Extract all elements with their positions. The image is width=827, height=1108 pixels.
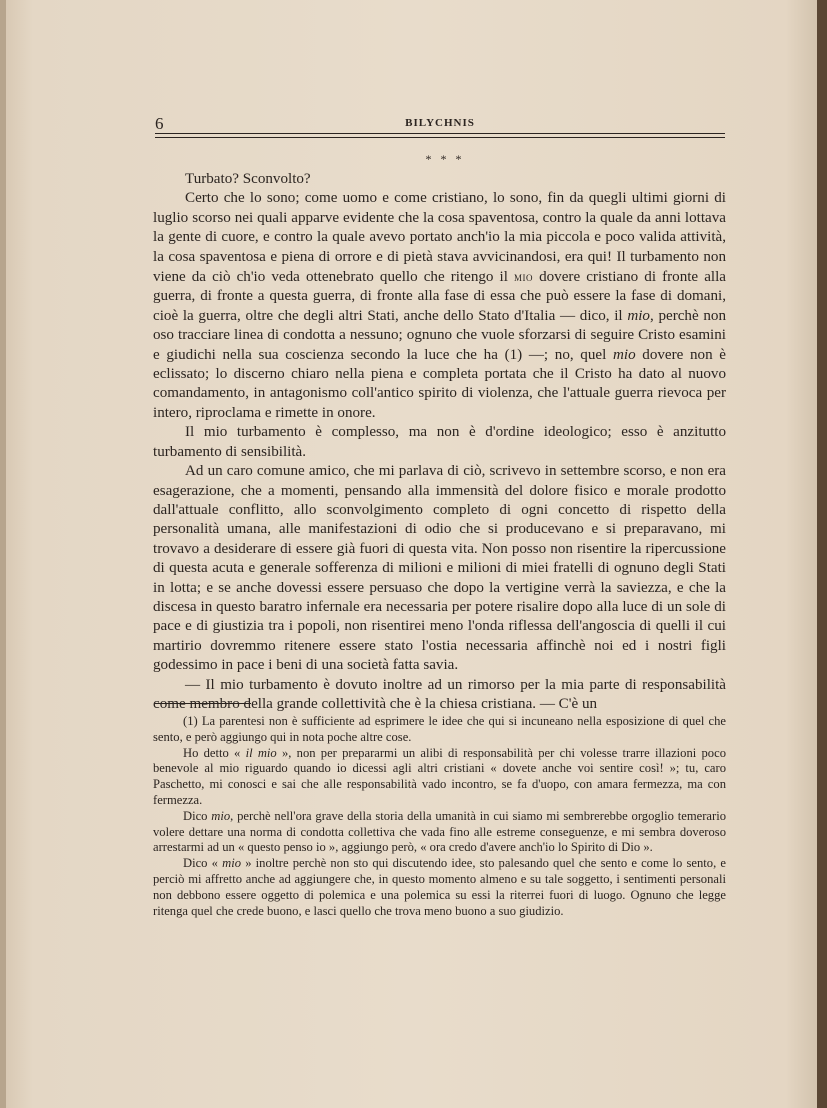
main-text (153, 170, 726, 714)
footnote-3-part-b: , perchè nell'ora grave della storia della umanità in cui siamo mi sembrerebbe orgoglio temerario volere dettare una norma di condotta collettiva che vada fino alle estreme conseguenze, e mi sembra doveroso arrestarmi ad un « questo penso io », aggiungo però, « ora credo d'avere anch'io lo Spirito di Dio ». (153, 808, 726, 855)
header-rule-thin (155, 137, 725, 138)
footnote-2-part-a: Ho detto « (183, 745, 246, 760)
page-right-edge (817, 0, 827, 1108)
page-number: 6 (155, 114, 164, 133)
paragraph-3: Il mio turbamento è complesso, ma non è d'ordine ideologico; esso è anzitutto turbamento di sensibilità. (153, 424, 726, 460)
footnote-rule (155, 703, 251, 704)
paragraph-1: Turbato? Sconvolto? (185, 171, 311, 187)
footnote-3-part-a: Dico (183, 808, 212, 823)
paragraph-4: Ad un caro comune amico, che mi parlava di ciò, scrivevo in settembre scorso, e non era esagerazione, che a momenti, pensando alla immensità del dolore fisico e morale prodotto dall'attuale conflitto, allo sconvolgimento completo di ogni concetto di rispetto della personalità umana, alle manifestazioni di odio che si producevano e si preparavano, mi trovavo a desiderare di essere già fuori di questa vita. Non posso non risentire la ripercussione di questa acuta e generale sofferenza di milioni e milioni di miei fratelli di ognuno degli Stati in lotta; e se anche dovessi essere persuaso che dopo la vertigine verrà la saviezza, e che la discesa in questo baratro infernale era necessaria per potere risalire dopo alla luce di un sole di pace e di giustizia tra i popoli, non risentirei meno l'onda riflessa dell'angoscia di quelli il cui martirio dovremmo ritenere essere stato l'ostia necessaria affinchè noi ed i nostri figli godessimo in pace i beni di una società fatta savia. (153, 463, 726, 674)
running-title: BILYCHNIS (405, 117, 475, 129)
page-left-edge (0, 0, 6, 1108)
footnote-4-part-a: Dico « (183, 856, 223, 871)
italic-phrase: il mio (245, 745, 277, 760)
paragraph-2-part-a: Certo che lo sono; come uomo e come cristiano, lo sono, fin da quegli ultimi giorni di luglio scorso nei quali apparve evidente che la cosa spaventosa, contro la quale da anni lottava la gente di cuore, e contro la quale avevo portato anch'io la mia piccola e poco valida attività, la cosa spaventosa e piena di orrore e di pietà stava avvicinandosi, era qui! Il turbamento non viene da ciò ch'io veda ottenebrato quello che ritengo il (153, 190, 726, 286)
italic-word: mio (222, 856, 242, 871)
paragraph-2 (153, 189, 726, 423)
paragraph-2-part-b: dovere cristiano di fronte alla guerra, di fronte a questa guerra, di fronte alla fase di essa che può essere la fase di domani, cioè la guerra, oltre che degli altri Stati, anche dello Stato d'Italia — dico, il (153, 269, 726, 324)
footnote-2-part-b: », non per prepararmi un alibi di responsabilità per chi volesse trarre illazioni poco benevole al mio riguardo quando io dicessi agli altri cristiani « dovete anche voi sentire così! »; tu, caro Paschetto, mi conosci e sai che alle responsabilità vado incontro, se fa d'uopo, con amara fermezza, ma con fermezza. (153, 745, 726, 807)
small-caps-word: mio (514, 269, 534, 285)
section-break: * * * (425, 152, 465, 166)
italic-word: mio (627, 307, 650, 324)
paragraph-2-part-d: dovere non è eclissato; lo discerno chiaro nella piena e completa portata che il Cristo ha dato al nuovo comandamento, in antagonismo coll'antico spirito di violenza, che l'attuale guerra rievoca per intero, riproclama e rimette in onore. (153, 346, 726, 421)
footnote-4-part-b: » inoltre perchè non sto qui discutendo idee, sto palesando quel che sento e come lo sento, e perciò mi affretto anche ad aggiungere che, in questo momento almeno e su tale soggetto, i sentimenti personali non debbono essere oggetto di polemica e una polemica su essi la riterrei fuori di luogo. Ognuno che legge ritenga quel che crede buono, e lasci quello che trova meno buono a suo giudizio. (153, 856, 726, 918)
paragraph-5: — Il mio turbamento è dovuto inoltre ad un rimorso per la mia parte di responsabilità come membro della grande collettività che è la chiesa cristiana. — C'è un (153, 676, 726, 712)
italic-word: mio (612, 346, 636, 363)
footnote-1: (1) La parentesi non è sufficiente ad esprimere le idee che qui si incuneano nella esposizione di quel che sento, e però aggiungo qui in nota poche altre cose. (153, 714, 726, 744)
footnote-2 (153, 746, 726, 809)
footnote-4 (153, 856, 726, 919)
footnotes (153, 714, 726, 919)
header-rule (155, 133, 725, 134)
paragraph-2-part-c: , perchè non oso tracciare linea di condotta a nessuno; ognuno che vuole sforzarsi di seguire Cristo esamini e giudichi nella sua coscienza secondo la luce che ha (1) —; no, quel (153, 307, 727, 363)
footnote-3 (153, 809, 726, 856)
italic-word: mio (211, 808, 231, 823)
